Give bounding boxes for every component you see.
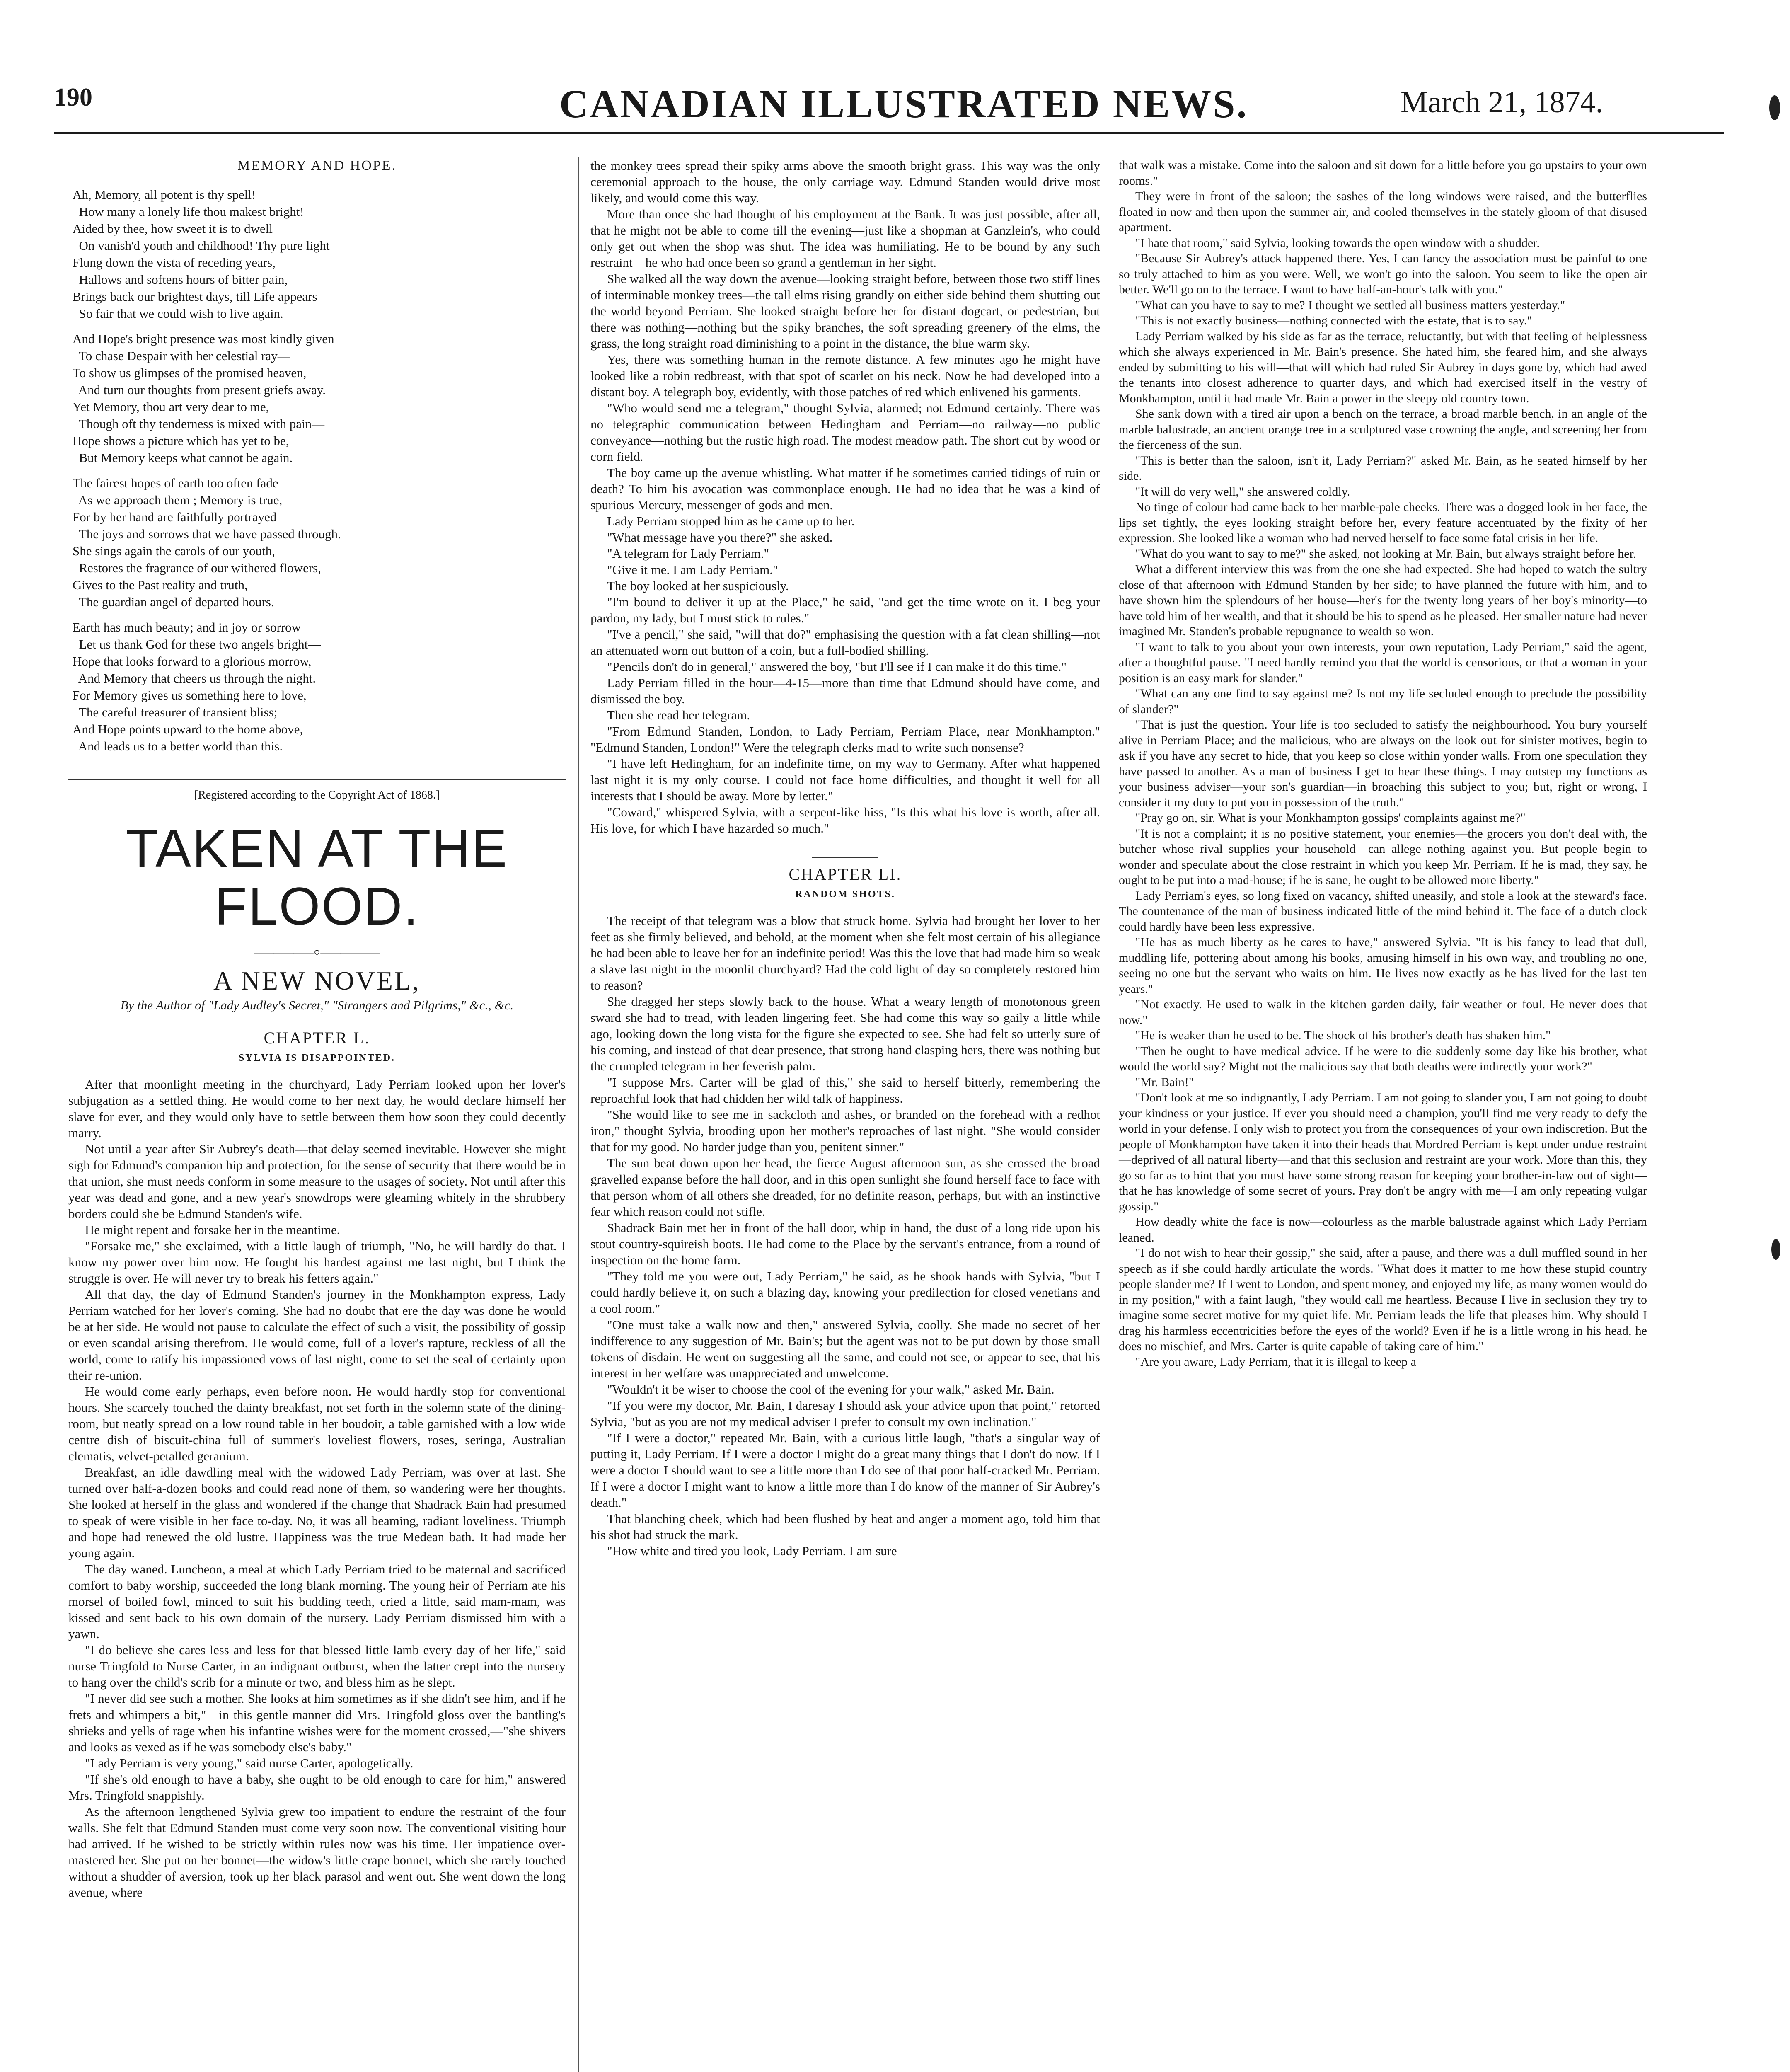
paragraph: She dragged her steps slowly back to the house. What a weary length of monotonous green sward she had to tread, with leaden lingering feet. She had come this way so gaily a little while ago, looking down the long vista for the figure she expected to see. She had felt so utterly sure of his coming, and instead of that dear presence, that strong hand clasping hers, there was nothing but the crumpled telegram in her feverish palm. — [590, 994, 1100, 1073]
copyright-notice: [Registered according to the Copyright Act of 1868.] — [68, 779, 566, 803]
paragraph: "This is better than the saloon, isn't it, Lady Perriam?" asked Mr. Bain, as he seated himself by her side. — [1119, 453, 1647, 483]
paragraph: "From Edmund Standen, London, to Lady Perriam, Perriam Place, near Monkhampton." "Edmund Standen, London!" Were the telegraph clerks mad to write such nonsense? — [590, 724, 1100, 755]
paragraph: They were in front of the saloon; the sashes of the long windows were raised, and the butterflies floated in now and then upon the summer air, and cooled themselves in the stately gloom of that disused apartment. — [1119, 189, 1647, 234]
paragraph: After that moonlight meeting in the churchyard, Lady Perriam looked upon her lover's subjugation as a settled thing. He would come to her next day, he would declare himself her slave for ever, and they would only have to settle between them how soon they could decently marry. — [68, 1077, 566, 1140]
chapter-heading: CHAPTER LI. — [789, 865, 902, 884]
page-number: 190 — [54, 83, 92, 111]
paragraph: Then she read her telegram. — [607, 708, 750, 722]
paragraph: "They told me you were out, Lady Perriam," he said, as he shook hands with Sylvia, "but I could hardly believe it, on such a blazing day, knowing your predilection for closed venetians and a cool room." — [590, 1269, 1100, 1316]
paragraph: "I never did see such a mother. She looks at him sometimes as if she didn't see him, and if he frets and whimpers a bit,"—in this gentle manner did Mrs. Tringfold gloss over the bantling's shrieks and yells of rage when his infantine wishes were for the moment crossed,—"she shivers and looks as vexed as if he was somebody else's baby." — [68, 1691, 566, 1754]
paragraph: "Lady Perriam is very young," said nurse Carter, apologetically. — [85, 1756, 414, 1770]
paragraph: "Wouldn't it be wiser to choose the cool of the evening for your walk," asked Mr. Bain. — [607, 1382, 1055, 1397]
paragraph: Lady Perriam's eyes, so long fixed on vacancy, shifted uneasily, and stole a look at the steward's face. The countenance of the man of business indicated little of the mind behind it. The face of a dutch clock could hardly have been less expressive. — [1119, 888, 1647, 934]
paragraph: Breakfast, an idle dawdling meal with the widowed Lady Perriam, was over at last. She turned over half-a-dozen books and could read none of them, so wandering were her thoughts. She looked at herself in the glass and wondered if the change that Shadrack Bain had presumed to speak of were visible in her face to-day. No, it was all beaming, radiant loveliness. Triumph and hope had renewed the old lustre. Happiness was the true Medean bath. It had made her young again. — [68, 1465, 566, 1560]
paragraph: "I do not wish to hear their gossip," she said, after a pause, and there was a dull muffled sound in her speech as if she could hardly articulate the words. "What does it matter to me how these stupid country people slander me? If I went to London, and spent money, and enjoyed my life, as many women would do in my position," with a faint laugh, "they would call me heartless. Because I live in seclusion they try to imagine some secret motive for my quiet life. Mr. Perriam leads the life that pleases him. Why should I drag his harmless eccentricities before the eyes of the world? Even if he is a little wrong in his head, he does no mischief, and Mrs. Carter is quite capable of taking care of him." — [1119, 1246, 1647, 1353]
paragraph: "This is not exactly business—nothing connected with the estate, that is to say." — [1135, 314, 1532, 327]
paragraph: "If you were my doctor, Mr. Bain, I daresay I should ask your advice upon that point," retorted Sylvia, "but as you are not my medical adviser I prefer to consult my own inclination." — [590, 1398, 1100, 1429]
paragraph: "If I were a doctor," repeated Mr. Bain, with a curious little laugh, "that's a singular way of putting it, Lady Perriam. If I were a doctor I might do a great many things that I don't do now. If I were a doctor I should want to see a little more than I do see of that poor half-cracked Mr. Perriam. If I were a doctor I might want to know a little more than I do know of the manner of Sir Aubrey's death." — [590, 1431, 1100, 1510]
ink-mark — [1771, 1239, 1780, 1260]
paragraph: That blanching cheek, which had been flushed by heat and anger a moment ago, told him that his shot had struck the mark. — [590, 1511, 1100, 1542]
paragraph: How deadly white the face is now—colourless as the marble balustrade against which Lady Perriam leaned. — [1119, 1215, 1647, 1244]
paragraph: As the afternoon lengthened Sylvia grew too impatient to endure the restraint of the four walls. She felt that Edmund Standen must come very soon now. The conventional visiting hour had arrived. If he wished to be strictly within rules now was his time. Her impatience over-mastered her. She put on her bonnet—the widow's little crape bonnet, which she rarely touched without a shudder of aversion, took up her black parasol and went out. She went down the long avenue, where — [68, 1804, 566, 1900]
paragraph: Yes, there was something human in the remote distance. A few minutes ago he might have looked like a robin redbreast, with that spot of scarlet on his neck. Now he had developed into a distant boy. A telegraph boy, evidently, with those patches of red which enlivened his garments. — [590, 352, 1100, 399]
paragraph: "What message have you there?" she asked. — [607, 530, 833, 545]
section-rule — [812, 857, 878, 858]
paragraph: "He is weaker than he used to be. The shock of his brother's death has shaken him." — [1135, 1029, 1551, 1042]
novel-title: TAKEN AT THE FLOOD. — [126, 819, 508, 936]
paragraph: "Are you aware, Lady Perriam, that it is illegal to keep a — [1135, 1355, 1416, 1369]
paragraph: No tinge of colour had came back to her marble-pale cheeks. There was a dogged look in her face, the lips set tightly, the eyes looking straight before her, every feature accentuated by the fixity of her expression. She looked like a woman who had nerved herself to face some fatal crisis in her life. — [1119, 500, 1647, 545]
paragraph: The day waned. Luncheon, a meal at which Lady Perriam tried to be maternal and sacrificed comfort to baby worship, succeeded the long blank morning. The young heir of Perriam ate his morsel of boiled fowl, minced to suit his budding teeth, cried a little, said mam-mam, was kissed and sent back to his own domain of the nursery. Lady Perriam dismissed him with a yawn. — [68, 1562, 566, 1641]
paragraph: Shadrack Bain met her in front of the hall door, whip in hand, the dust of a long ride upon his stout country-squireish boots. He had come to the Place by the servant's entrance, from a round of inspection on the home farm. — [590, 1220, 1100, 1267]
paragraph: The boy looked at her suspiciously. — [607, 579, 789, 593]
paragraph: "I hate that room," said Sylvia, looking towards the open window with a shudder. — [1135, 236, 1540, 250]
paragraph: More than once she had thought of his employment at the Bank. It was just possible, after all, that he might not be able to come till the evening—just like a shopman at Ganzlein's, who could only get out when the shop was shut. The idea was humiliating. He to be bound by any such restraint—he who had once been so grand a gentleman in her sight. — [590, 207, 1100, 270]
poem-stanza: And Hope's bright presence was most kindly given To chase Despair with her celestial ray— To show us glimpses of the promised heaven, And turn our thoughts from present griefs away. Yet Memory, thou art very dear to me, Though oft thy tenderness is mixed with pain— Hope shows a picture which has yet to be, But Memory keeps what cannot be again. — [73, 332, 334, 465]
paragraph: "It will do very well," she answered coldly. — [1135, 484, 1350, 499]
paragraph: "I want to talk to you about your own interests, your own reputation, Lady Perriam," said the agent, after a thoughtful pause. "I need hardly remind you that the world is censorious, or that a woman in your position is an easy mark for slander." — [1119, 640, 1647, 685]
column-2 — [590, 157, 1100, 1559]
paragraph: "What can you have to say to me? I thought we settled all business matters yesterday." — [1135, 298, 1565, 312]
paragraph: "It is not a complaint; it is no positive statement, your enemies—the grocers you don't deal with, the butcher whose rival supplies your household—can allege nothing against you. But people begin to wonder and speculate about the close restraint in which you keep Mr. Perriam. If he is mad, they say, he ought to be put into a mad-house; if he is sane, he ought to be allowed more liberty." — [1119, 826, 1647, 887]
paragraph: Lady Perriam filled in the hour—4-15—more than time that Edmund should have come, and dismissed the boy. — [590, 675, 1100, 706]
paragraph: "Pencils don't do in general," answered the boy, "but I'll see if I can make it do this time." — [607, 659, 1067, 674]
paragraph: "If she's old enough to have a baby, she ought to be old enough to care for him," answered Mrs. Tringfold snappishly. — [68, 1772, 566, 1803]
paragraph: "Don't look at me so indignantly, Lady Perriam. I am not going to slander you, I am not going to doubt your kindness or your justice. If ever you should need a champion, you'll find me very ready to defy the world in your defense. I only wish to protect you from the consequences of your own indiscretion. But the people of Monkhampton have taken it into their heads that Mordred Perriam is kept under undue restraint—deprived of all natural liberty—and that this seclusion and restraint are your work. More than this, they go so far as to hint that you must have some strong reason for keeping your brother-in-law out of sight—that he has knowledge of some secret of yours. Pray don't be angry with me—I am only repeating vulgar gossip." — [1119, 1091, 1647, 1213]
paragraph: "Give it me. I am Lady Perriam." — [607, 562, 778, 577]
paragraph: "What can any one find to say against me? Is not my life secluded enough to preclude the possibility of slander?" — [1119, 687, 1647, 716]
paragraph: He would come early perhaps, even before noon. He would hardly stop for conventional hours. She scarcely touched the dainty breakfast, not set forth in the solemn state of the dining-room, but neatly spread on a low round table in her boudoir, a table garnished with a low wide centre dish of biscuit-china full of summer's loveliest flowers, roses, seringa, Australian clematis, velvet-petalled geranium. — [68, 1384, 566, 1463]
paragraph: Lady Perriam walked by his side as far as the terrace, reluctantly, but with that feeling of helplessness which she always experienced in Mr. Bain's presence. She hated him, she feared him, and she always ended by submitting to his will—that will which had ruled Sir Aubrey in days gone by, which had awed the tenants into closest adherence to quarter days, and which had exercised itself in the vestry of Monkhampton, until it had made Mr. Bain a power in the sleepy old country town. — [1119, 329, 1647, 405]
column-rule-1 — [578, 157, 579, 2072]
paragraph: "That is just the question. Your life is too secluded to satisfy the neighbourhood. You bury yourself alive in Perriam Place; and the malicious, who are always on the look out for sinister motives, begin to ask if you have any secret to hide, that you keep so close within yonder walls. From one speculation they have passed to another. As a man of business I get to hear these things. I may outstep my functions as your business adviser—your son's guardian—in broaching this subject to you; but, right or wrong, I consider it my duty to put you in possession of the truth." — [1119, 718, 1647, 809]
paragraph: She sank down with a tired air upon a bench on the terrace, a broad marble bench, in an angle of the marble balustrade, an ancient orange tree in a sculptured vase crowning the angle, and screening her from the fierceness of the sun. — [1119, 407, 1647, 452]
issue-date: March 21, 1874. — [1401, 85, 1604, 119]
ink-mark — [1769, 95, 1780, 120]
paragraph: "What do you want to say to me?" she asked, not looking at Mr. Bain, but always straight before her. — [1135, 547, 1636, 561]
poem-stanza: The fairest hopes of earth too often fade As we approach them ; Memory is true, For by her hand are faithfully portrayed The joys and sorrows that we have passed through. She sings again the carols of our youth, Restores the fragrance of our withered flowers, Gives to the Past reality and truth, The guardian angel of departed hours. — [73, 476, 341, 609]
paragraph: "Then he ought to have medical advice. If he were to die suddenly some day like his brother, what would the world say? Might not the malicious say that both deaths were indirectly your work?" — [1119, 1044, 1647, 1073]
paragraph: The sun beat down upon her head, the fierce August afternoon sun, as she crossed the broad gravelled expanse before the hall door, and in this open sunlight she found herself face to face with that person whom of all others she dreaded, for no definite reason, perhaps, but with an instinctive fear which reason could not stifle. — [590, 1156, 1100, 1219]
paragraph: "He has as much liberty as he cares to have," answered Sylvia. "It is his fancy to lead that dull, muddling life, pottering about among his books, amusing himself in his own way, and troubling no one, seeing no one but the servant who waits on him. He lives now exactly as he has lived for the last ten years." — [1119, 935, 1647, 996]
paragraph: "Because Sir Aubrey's attack happened there. Yes, I can fancy the association must be painful to one so truly attached to him as you were. Well, we won't go into the saloon. You seem to like the open air better. We'll go on to the terrace. I want to have half-an-hour's talk with you." — [1119, 252, 1647, 296]
paragraph: "How white and tired you look, Lady Perriam. I am sure — [607, 1544, 897, 1558]
paragraph: "Forsake me," she exclaimed, with a little laugh of triumph, "No, he will hardly do that. I know my power over him now. He fought his hardest against me last night, but I think the struggle is over. He will never try to break his fetters again." — [68, 1239, 566, 1285]
paragraph: Lady Perriam stopped him as he came up to her. — [607, 514, 855, 528]
column-3 — [1119, 157, 1647, 1370]
column-1 — [68, 157, 566, 1900]
paragraph: "She would like to see me in sackcloth and ashes, or branded on the forehead with a redhot iron," thought Sylvia, brooding upon her mother's reproaches of last night. "She would consider that for my good. No harder judge than you, penitent sinner." — [590, 1107, 1100, 1154]
paragraph: "Mr. Bain!" — [1135, 1075, 1194, 1089]
paragraph: "I'm bound to deliver it up at the Place," he said, "and get the time wrote on it. I beg your pardon, my lady, but I must stick to rules." — [590, 595, 1100, 625]
paragraph: "Not exactly. He used to walk in the kitchen garden daily, fair weather or foul. He never does that now." — [1119, 997, 1647, 1027]
paragraph: The boy came up the avenue whistling. What matter if he sometimes carried tidings of ruin or death? To him his avocation was commonplace enough. He had no idea that he was a kind of spurious Mercury, messenger of gods and men. — [590, 465, 1100, 512]
paragraph: that walk was a mistake. Come into the saloon and sit down for a little before you go upstairs to your own rooms." — [1119, 158, 1647, 188]
paragraph: He might repent and forsake her in the meantime. — [85, 1222, 340, 1237]
paragraph: The receipt of that telegram was a blow that struck home. Sylvia had brought her lover to her feet as she firmly believed, and behold, at the moment when she felt most certain of his allegiance he had been able to leave her for an indefinite period! Was this the love that had made him so weak a slave last night in the moonlit churchyard? Had the cold light of day so completely restored him to reason? — [590, 913, 1100, 992]
paragraph: "One must take a walk now and then," answered Sylvia, coolly. She made no secret of her indifference to any suggestion of Mr. Bain's; but the agent was not to be put down by those small tokens of disdain. He went on suggesting all the same, and could not see, or appear to see, that his interest in her welfare was unappreciated and unwelcome. — [590, 1317, 1100, 1380]
novel-byline: By the Author of "Lady Audley's Secret," "Strangers and Pilgrims," &c., &c. — [120, 998, 514, 1012]
paragraph: "Coward," whispered Sylvia, with a serpent-like hiss, "Is this what his love is worth, after all. His love, for which I have hazarded so much." — [590, 805, 1100, 835]
paragraph: All that day, the day of Edmund Standen's journey in the Monkhampton express, Lady Perriam watched for her lover's coming. She had no doubt that ere the day was done he would be at her side. He would not pause to calculate the effect of such a visit, the possibility of gossip or even scandal arising therefrom. He would come, full of a lover's rapture, reckless of all the world, come to ratify his impassioned vows of last night, come to set the seal of certainty upon their re-union. — [68, 1287, 566, 1382]
chapter-subheading: RANDOM SHOTS. — [795, 889, 895, 900]
poem-title: MEMORY AND HOPE. — [237, 158, 397, 173]
masthead: CANADIAN ILLUSTRATED NEWS. — [559, 82, 1248, 126]
chapter-heading: CHAPTER L. — [264, 1029, 370, 1047]
paragraph: "Who would send me a telegram," thought Sylvia, alarmed; not Edmund certainly. There was no telegraphic communication between Hedingham and Perriam—no railway—no public conveyance—nothing but the rustic high road. The modest meadow path. The short cut by wood or corn field. — [590, 401, 1100, 464]
paragraph: "Pray go on, sir. What is your Monkhampton gossips' complaints against me?" — [1135, 811, 1526, 825]
paragraph: She walked all the way down the avenue—looking straight before, between those two stiff lines of interminable monkey trees—the tall elms rising grandly on either side behind them shutting out the world beyond Perriam. She looked straight before her for distant dogcart, or pedestrian, but there was nothing—nothing but the spiky branches, the soft spreading greenery of the elms, the grass, the long straight road diminishing to a point in the distance, the blue warm sky. — [590, 271, 1100, 351]
paragraph: "I suppose Mrs. Carter will be glad of this," she said to herself bitterly, remembering the reproachful look that had chidden her wild talk of happiness. — [590, 1075, 1100, 1106]
paragraph: "I have left Hedingham, for an indefinite time, on my way to Germany. After what happened last night it is my only course. I could not face home difficulties, and thought it well for all interests that I should be away. More by letter." — [590, 756, 1100, 803]
poem-stanza: Earth has much beauty; and in joy or sorrow Let us thank God for these two angels bright— Hope that looks forward to a glorious morrow, And Memory that cheers us through the night. For Memory gives us something here to love, The careful treasurer of transient bliss; And Hope points upward to the home above, And leads us to a better world than this. — [73, 620, 321, 753]
poem-stanza: Ah, Memory, all potent is thy spell! How many a lonely life thou makest bright! Aided by thee, how sweet it is to dwell On vanish'd youth and childhood! Thy pure light Flung down the vista of receding years, Hallows and softens hours of bitter pain, Brings back our brightest days, till Life appears So fair that we could wish to live again. — [73, 187, 330, 321]
ornament-divider: ———◦——— — [254, 941, 380, 963]
paragraph: "I do believe she cares less and less for that blessed little lamb every day of her life," said nurse Tringfold to Nurse Carter, in an indignant outburst, when the latter crept into the nursery to hang over the child's scrib for a minute or two, and bless him as he slept. — [68, 1643, 566, 1690]
paragraph: "I've a pencil," she said, "will that do?" emphasising the question with a fat clean shilling—not an attenuated worn out button of a coin, but a full-bodied shilling. — [590, 627, 1100, 658]
novel-subtitle: A NEW NOVEL, — [213, 966, 421, 995]
paragraph: the monkey trees spread their spiky arms above the smooth bright grass. This way was the only ceremonial approach to the house, the only carriage way. Edmund Standen would drive most likely, and would come this way. — [590, 158, 1100, 205]
paragraph: "A telegram for Lady Perriam." — [607, 546, 769, 561]
paragraph: What a different interview this was from the one she had expected. She had hoped to watch the sultry close of that afternoon with Edmund Standen by her side; to have planned the future with him, and to have shown him the splendours of her house—her's for the twenty long years of her boy's minority—to have told him of her wealth, and that it should be his to spend as he pleased. Her smaller nature had never imagined Mr. Standen's probable repugnance to wealth so won. — [1119, 562, 1647, 638]
paragraph: Not until a year after Sir Aubrey's death—that delay seemed inevitable. However she might sigh for Edmund's companion hip and protection, for the sense of security that there would be in that union, she must needs conform in some measure to the usages of society. Not until after this year was dead and gone, and a new year's snowdrops were gleaming whitely in the shrubbery borders could she be Edmund Standen's wife. — [68, 1142, 566, 1221]
header-rule — [54, 132, 1724, 134]
chapter-subheading: SYLVIA IS DISAPPOINTED. — [238, 1053, 396, 1063]
